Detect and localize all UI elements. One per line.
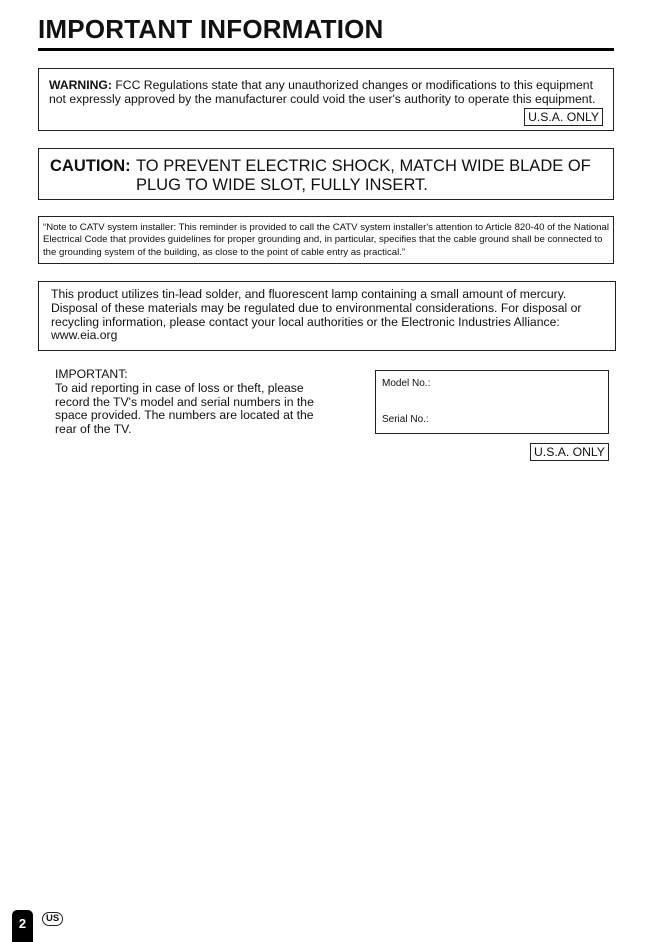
usa-only-tag: U.S.A. ONLY [524,108,603,126]
page-title: IMPORTANT INFORMATION [38,14,384,44]
caution-box [38,148,614,200]
warning-text: FCC Regulations state that any unauthorized changes or modifications to this equipment not expressly approved by the manufacturer could void the user's authority to operate this equipment. [49,78,596,106]
mercury-notice-text: This product utilizes tin-lead solder, and fluorescent lamp containing a small amount of mercury. Disposal of these materials may be regulated due to environmental considerations. For disposal or recycling information, please contact your local authorities or the Electronic Industries Alliance: www.eia.org [51,287,582,343]
page-number: 2 [12,910,33,942]
region-badge-icon: US [42,912,63,926]
usa-only-tag-2: U.S.A. ONLY [530,443,609,461]
record-text: To aid reporting in case of loss or theft, please record the TV's model and serial numbers in the space provided. The numbers are located at the rear of the TV. [55,380,314,437]
warning-label: WARNING: [49,78,112,92]
fcc-warning-box [38,68,614,131]
catv-note-box [38,216,614,264]
caution-text: TO PREVENT ELECTRIC SHOCK, MATCH WIDE BLADE OF PLUG TO WIDE SLOT, FULLY INSERT. [136,157,591,194]
model-serial-box [375,370,609,434]
model-number-label: Model No.: [382,378,431,389]
serial-number-label: Serial No.: [382,414,429,425]
record-instructions [55,368,335,437]
mercury-notice-box [38,281,616,351]
catv-note-text: “Note to CATV system installer: This reminder is provided to call the CATV system installer's attention to Article 820-40 of the National Electrical Code that provides guidelines for proper grounding and, in particular, specifies that the cable ground shall be connected to the grounding system of the building, as close to the point of cable entry as practical.” [43,222,609,258]
record-heading: IMPORTANT: [55,367,128,381]
caution-label: CAUTION: [50,157,131,175]
title-divider [38,48,614,51]
